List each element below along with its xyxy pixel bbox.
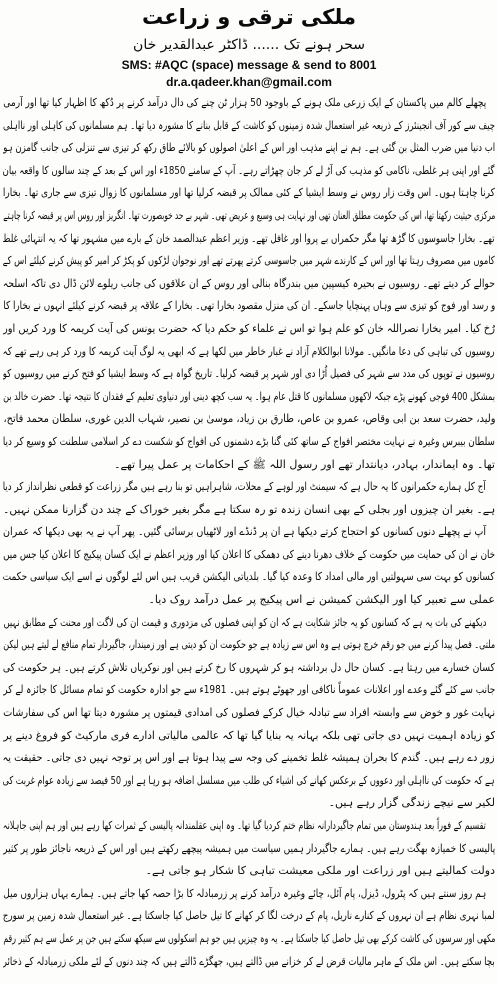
text-line-content: اب دنیا میں ضرب المثل بن گئی ہے۔ ہم نے اپنے مذہب اور اس کے اعلیٰ اصولوں کو بالائے طاق رکھ کر تیزی سے تنزلی کی جانب گامزن ہو [3,141,495,155]
text-line [3,408,495,431]
text-line [3,544,495,567]
text-line-content: چیف سے کور آف انجینئرز کے ذریعہ غیر استعمال شدہ زمینوں کو کاشت کے قابل بنانے کا مشورہ دیا تھا۔ ہم مسلمانوں کی کاہلی اور نااہلی [3,118,495,132]
text-line [3,725,495,748]
text-line [3,951,495,974]
text-line-content: عملی سے تعبیر کیا اور الیکشن کمیشن نے اس پیکیج پر عمل درآمد روک دیا۔ [148,593,495,607]
text-line [3,770,495,793]
text-line [3,612,495,635]
text-line [3,454,495,477]
text-line [3,115,495,138]
text-line-content: لمبا نہری نظام ہے ان نہروں کے کنارے ناریل، پام کے درخت لگا کر کھانے کا تیل حاصل کیا جاسکتا ہے۔ غیر استعمال شدہ زمین پر سورج [3,909,495,923]
text-line [3,92,495,115]
text-line [3,815,495,838]
paragraph [3,476,495,521]
text-line [3,657,495,680]
text-line-content: روسیوں نے توپوں کی مدد سے شہر کی فصیل اُڑا دی اور شہر پر قبضہ کرلیا۔ تاریخ گواہ ہے کہ وسط ایشیا کو فتح کرنے میں روسیوں کو [3,367,495,381]
text-line-content: جانب سے کئے گئے وعدے اور اعلانات عموماً ناکافی اور جھوٹے ہوتے ہیں۔ 1981ء سے جو ادارہ حکومت کو تمام مسائل کا جائزہ لے کر [3,683,495,697]
text-line [3,928,495,951]
text-line [3,838,495,861]
author-email: dr.a.qadeer.khan@gmail.com [166,75,332,89]
text-line-content: ہے۔ بغیر ان چیزوں اور بجلی کے بھی انسان زندہ تو رہ سکتا ہے مگر بغیر خوراک کے چند دن گزارنا ممکن نہیں۔ [3,502,495,516]
text-line-content: دیکھنے کی بات یہ ہے کہ کسانوں کو یہ جائز شکایت ہے کہ ان کو اپنی فصلوں کی مزدوری و قیمت ان کی لاگت اور محنت کے مطابق نہیں [3,615,486,629]
text-line-content: لکیر سے نیچے زندگی گزار رہے ہیں۔ [328,796,495,810]
text-line [3,273,495,296]
text-line [3,160,495,183]
text-line [3,792,495,815]
text-line-content: کسانوں کو بہت سی سہولتیں اور مالی امداد کا وعدہ کیا گیا۔ بلدیاتی الیکشن قریب ہیں اس لئے لوگوں نے اسے ایک سیاسی حکمت [3,570,495,584]
paragraph [3,521,495,611]
text-line-content: ہم روز سنتے ہیں کہ پٹرول، ڈیزل، پام آئل، چائے وغیرہ درآمد کرنے پر زرمبادلہ کا بڑا حصہ کھا جاتے ہیں۔ ہمارے یہاں ہزاروں میل [3,886,486,900]
text-line-content: دولت کمالیتے ہیں اور زراعت اور ملکی معیشت تباہی کا شکار ہو جاتی ہے۔ [145,864,495,878]
text-line [3,205,495,228]
text-line-content: تھا۔ وہ ایماندار، بہادر، دیانتدار تھے اور رسول اللہ ﷺ کے احکامات پر عمل پیرا تھے۔ [114,457,495,471]
paragraph [3,883,495,973]
text-line [3,883,495,906]
text-line-content: کرنا چاہتا ہوں۔ اس وقت زار روس نے وسط ایشیا کے کئی ممالک پر قبضہ کرلیا تھا اور مسلمانوں کا زوال تیزی سے جاری تھا۔ بخارا [3,186,495,200]
text-line-content: مکھی اور سرسوں کی کاشت کرکے بھی تیل حاصل کیا جاسکتا ہے۔ یہ وہ چیزیں ہیں جو ہم اسکولوں سے سیکھ سکتے ہیں جن پر عمل سے ہم کثیر رقم [3,931,495,945]
text-line-content: رُخ کیا۔ امیر بخارا نصراللہ خان کو علم ہوا تو اس نے علماء کو حکم دیا کہ حضرت یونس کی آیت کریمہ کا ورد کریں اور [3,321,495,335]
text-line-content: تقسیم کے فوراً بعد ہندوستان میں تمام جاگیردارانہ نظام ختم کردیا گیا تھا۔ وہ اپنی عقلمندانہ پالیسی کے ثمرات کھا رہے ہیں اور ہم اپنی جاہلانہ [3,819,486,832]
sms-info: SMS: #AQC (space) message & send to 8001 [121,58,377,72]
text-line [3,905,495,928]
text-line [3,860,495,883]
text-line-content: پالیسی کا خمیازہ بھگت رہے ہیں۔ ہمارے جاگیردار ہمیں سیاست میں ہمیشہ پیچھے رکھتے ہیں اور اس کے ذریعہ ناجائز طور پر کثیر [3,841,495,855]
article-title: ملکی ترقی و زراعت [142,5,356,29]
paragraph [3,92,495,476]
text-line-content: ملتی۔ فصل پیدا کرنے میں جو رقم خرچ ہوتی ہے وہ اس سے زیادہ ہے جو حکومت ان کو دیتی ہے اور زمیندار، جاگیردار تمام منافع لے لیتے ہیں لیکن [3,638,495,652]
paragraph [3,815,495,883]
text-line [3,499,495,522]
text-line-content: ہے کہ حکومت کی نااہلی اور دعووں کے برعکس کھانے کی اشیاء کی طلب میں مسلسل اضافہ ہو رہا ہے اور 50 فیصد سے زیادہ عوام غربت کی [3,773,495,787]
text-line-content: تھے۔ بخارا جاسوسوں کا گڑھ تھا مگر حکمراں بے پروا اور غافل تھے۔ وزیر اعظم عبدالصمد خان کے بارے میں مشہور تھا کہ یہ انتہائی غلط [3,231,495,245]
article-body [3,92,495,980]
text-line [3,702,495,725]
text-line-content: مرکزی حیثیت رکھتا تھا، اس کی حکومت مطلق العنان تھی اور نہایت ہی وسیع و عریض تھی۔ شہر بے حد خوبصورت تھا۔ انگریز اور روس اس پر قبضہ کرنا چاہتے [3,208,495,222]
text-line-content: خان نے ان کی حمایت میں حکومت کے خلاف دھرنا دینے کی دھمکی کا اعلان کیا اور وزیر اعظم نے ایک کسان پیکیج کا اعلان کیا جس میں [3,547,495,561]
text-line-content: و رسد اور فوج کو تیزی سے وہاں پہنچایا جاسکے۔ ان کی منزل مقصود بخارا تھی۔ بخارا کے علاقہ پر قبضہ کرنے کیلئے انہوں نے بخارا کا [3,299,495,313]
text-line-content: بمشکل 400 فوجی کھونے پڑے جبکہ لاکھوں مسلمانوں کا قتل عام ہوا۔ یہ سب کچھ دینی اور دنیاوی تعلیم کے فقدان کا نتیجہ تھا۔ حضرت خالد بن [3,389,495,403]
text-line-content: کاموں میں مصروف رہتا تھا اور اس کے کارندے شہر میں جاسوسی کرتے پھرتے تھے اور نوجوان لڑکوں کو پکڑ کر امیر کو پیش کرنے کیلئے اس کے [3,254,495,268]
text-line [3,182,495,205]
column-byline: سحر ہونے تک ...... ڈاکٹر عبدالقدیر خان [133,37,365,53]
text-line [3,386,495,409]
text-line-content: سلطان بیبرس وغیرہ نے نہایت مختصر افواج کے ساتھ کئی گنا بڑے دشمنوں کی افواج کو شکست دے کر اسلامی سلطنت کو وسیع کر دیا [3,434,495,448]
text-line [3,521,495,544]
text-line [3,747,495,770]
text-line-content: روسیوں کی تباہی کی دعا مانگیں۔ مولانا ابوالکلام آزاد نے غبار خاطر میں لکھا ہے کہ ابھی یہ لوگ آیت کریمہ کا ورد کر ہی رہے تھے کہ [3,344,495,358]
text-line-content: زور دے رہے ہیں۔ گندم کا بحران ہمیشہ غلط تخمینے کی وجہ سے پیدا ہوتا ہے اور اس پر توجہ نہیں دی جاتی۔ حقیقت یہ [3,751,495,765]
text-line [3,431,495,454]
text-line [3,363,495,386]
text-line [3,476,495,499]
text-line [3,137,495,160]
text-line-content: کسان خسارے میں رہتا ہے۔ کسان حال دل برداشتہ ہو کر شہروں کا رخ کرتے ہیں اور نوکریاں تلاش کرتے ہیں۔ ہر حکومت کی [3,660,495,674]
text-line-content: نہایت غور و خوض سے وابستہ افراد سے تبادلہ خیال کرکے فصلوں کی امدادی قیمتوں پر مشورہ دیتا تھا اس کی سفارشات [3,706,495,720]
text-line [3,589,495,612]
text-line-content: گئے اور اپنی ہر غلطی، ناکامی کو مذہب کی آڑ لے کر جان چھڑاتے رہے۔ آپ کے سامنے 1850ء اور اس کے بعد کے چند سالوں کا واقعہ بیان [3,163,495,177]
text-line [3,295,495,318]
text-line-content: کو زیادہ اہمیت نہیں دی جاتی تھی بلکہ بہانہ یہ بنایا گیا تھا کہ عالمی مالیاتی ادارے فری مارکیٹ کو فروغ دینے پر [3,728,495,742]
text-line-content: آج کل ہمارے حکمرانوں کا یہ حال ہے کہ سیمنٹ اور لوہے کے محلات، شاہراہیں تو بنا رہے ہیں مگر زراعت کو قطعی نظرانداز کر دیا [3,480,486,494]
text-line [3,341,495,364]
text-line [3,566,495,589]
text-line-content: حوالے کر دیتے تھے۔ روسیوں نے بحیرہ کیسپین میں بندرگاہ بنالی اور روس کے ان علاقوں کی جانب ریلوے لائن ڈال دی تاکہ اسلحہ [3,276,495,290]
text-line-content: پچھلے کالم میں پاکستان کے ایک زرعی ملک ہونے کے باوجود 50 ہزار ٹن چنے کی دال درآمد کرنے پر دُکھ کا اظہار کیا تھا اور آرمی [3,96,486,109]
text-line [3,250,495,273]
text-line [3,228,495,251]
text-line [3,679,495,702]
paragraph [3,612,495,815]
text-line-content: آپ نے پچھلے دنوں کسانوں کو احتجاج کرتے دیکھا ہے ان پر ڈنڈے اور لاٹھیاں برسائی گئیں۔ پھر آپ نے یہ بھی دیکھا کہ عمران [3,525,486,539]
text-line [3,318,495,341]
text-line-content: بچا سکتے ہیں۔ اس ملک کے ماہر مالیات قرض لے کر خزانے میں ڈالتے ہیں، جھگڑے ڈالتے ہیں کہ چند دنوں کے لئے ملکی زرمبادلہ کے ذخائر [3,954,495,968]
text-line-content: ولید، حضرت سعد بن ابی وقاص، عمرو بن عاص، طارق بن زیاد، موسیٰ بن نصیر، شہاب الدین غوری، سلطان محمد فاتح، [3,412,495,426]
text-line [3,634,495,657]
